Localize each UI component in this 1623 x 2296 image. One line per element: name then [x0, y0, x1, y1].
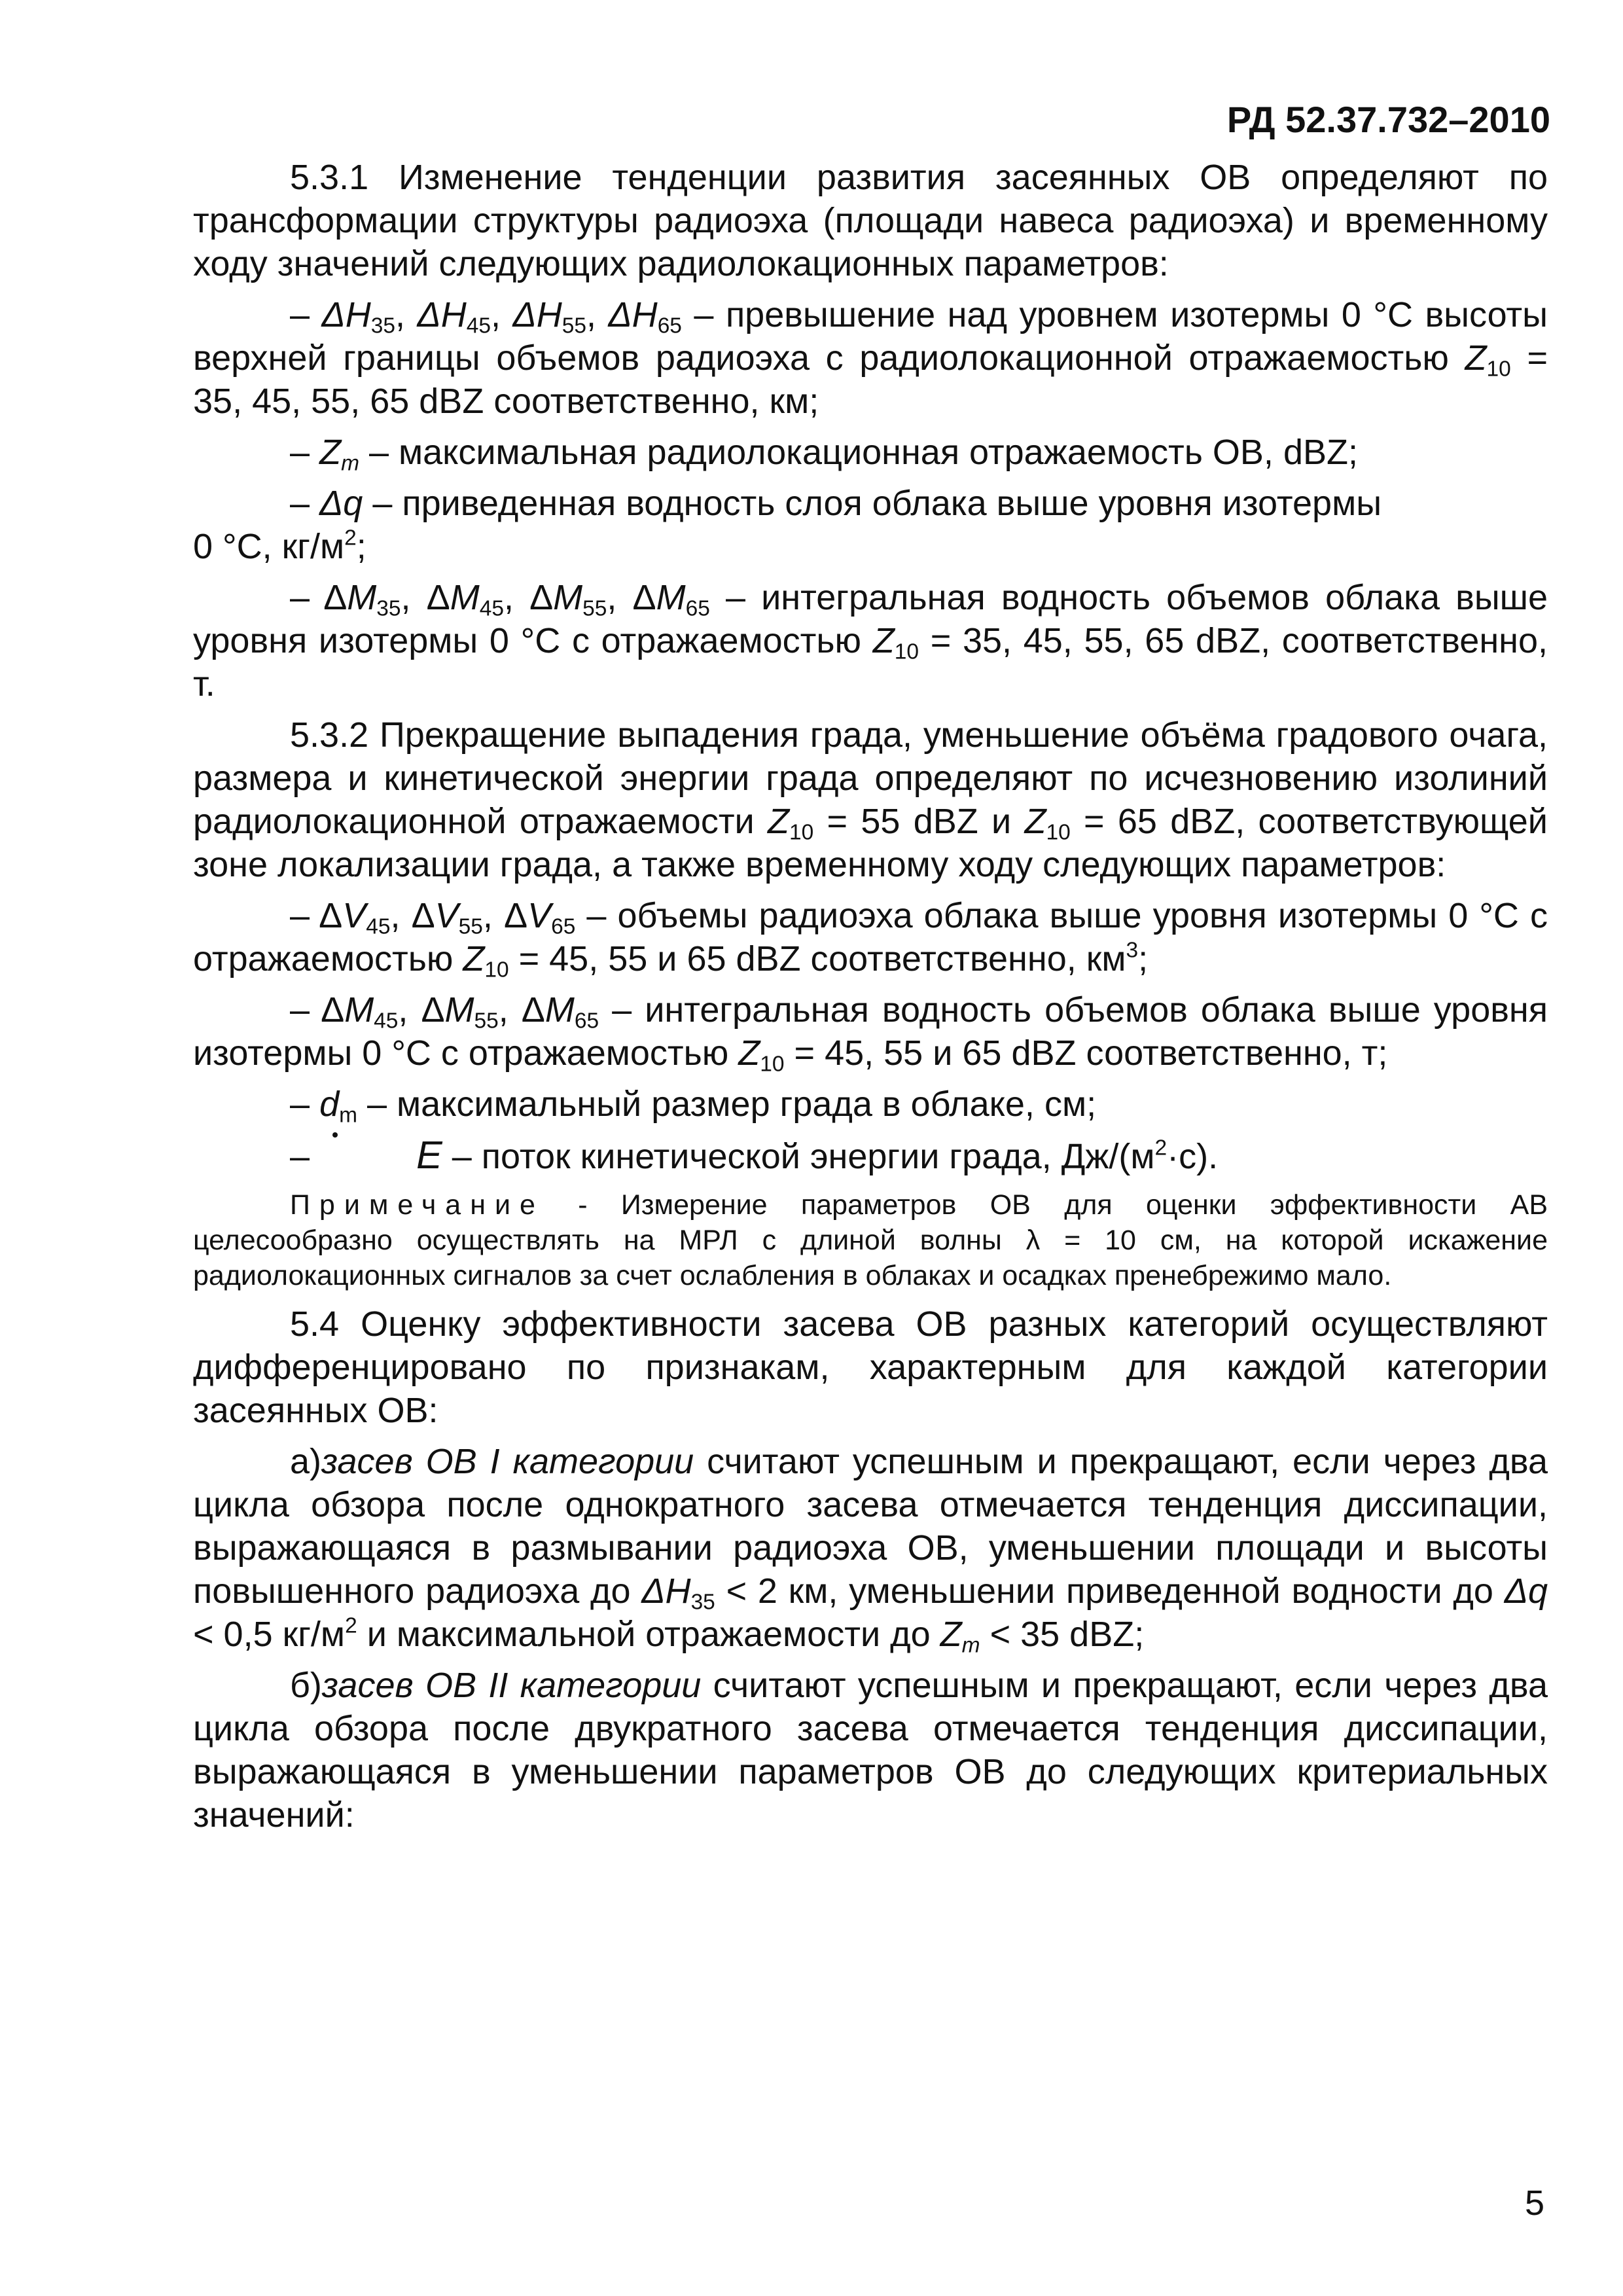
note-label: Примечание: [290, 1189, 544, 1221]
note: Примечание - Измерение параметров ОВ для оценки эффективности АВ целесообразно осуществлять на МРЛ с длиной волны λ = 10 см, на которой искажение радиолокационных сигналов за счет ослабления в облаках и осадках пренебрежимо мало.: [193, 1189, 1548, 1291]
document-body: [193, 156, 1548, 1844]
list-item-delta-m: – $\Delta M_{35}$, $\Delta M_{45}$, $\Delta M_{55}$, $\Delta M_{65}$ – интегральная водность объемов облака выше уровня изотермы 0 °С с отражаемостью $Z_{10} = 35$, 45, 55, 65 dBZ, соответственно, т.: [193, 578, 1548, 704]
list-item-energy-flux: – E – поток кинетической энергии града, $Дж/(м^2\cdot с)$.: [290, 1133, 1219, 1177]
paragraph-5-4: 5.4 Оценку эффективности засева ОВ разных категорий осуществляют дифференцировано по признакам, характерным для каждой категории засеянных ОВ:: [193, 1304, 1548, 1430]
paragraph-5-3-2: 5.3.2 Прекращение выпадения града, уменьшение объёма градового очага, размера и кинетической энергии града определяют по исчезновению изолиний радиолокационной отражаемости $Z_{10} = 55$ dBZ и $Z_{10} = 65$ dBZ, соответствующей зоне локализации града, а также временному ходу следующих параметров:: [193, 715, 1548, 884]
list-item-delta-h: – $\Delta H_{35}$, $\Delta H_{45}$, $\Delta H_{55}$, $\Delta H_{65}$ – превышение над уровнем изотермы 0 °С высоты верхней границы объемов радиоэха с радиолокационной отражаемостью $Z_{10} = 35$, 45, 55, 65 dBZ соответственно, км;: [193, 295, 1548, 421]
e-dot-symbol: E: [319, 1134, 442, 1177]
list-item-delta-m-45: – $\Delta M_{45}$, $\Delta M_{55}$, $\Delta M_{65}$ – интегральная водность объемов облака выше уровня изотермы 0 °С с отражаемостью $Z_{10} = 45$, 55 и 65 dBZ соответственно, т;: [193, 990, 1548, 1077]
page-number: 5: [1524, 2183, 1544, 2223]
document-code: РД 52.37.732–2010: [1226, 99, 1550, 140]
list-item-delta-v: – $\Delta V_{45}$, $\Delta V_{55}$, $\Delta V_{65}$ – объемы радиоэха облака выше уровня изотермы 0 °С с отражаемостью $Z_{10} = 45$, 55 и 65 dBZ соответственно, $км^3$;: [193, 896, 1548, 982]
paragraph-category-2: б)засев ОВ II категории считают успешным и прекращают, если через два цикла обзора после двукратного засева отмечается тенденция диссипации, выражающаяся в уменьшении параметров ОВ до следующих критериальных значений:: [193, 1666, 1548, 1835]
list-item-zm: – $Z_m$ – максимальная радиолокационная отражаемость ОВ, dBZ;: [290, 433, 1358, 476]
paragraph-category-1: а)засев ОВ I категории считают успешным и прекращают, если через два цикла обзора после однократного засева отмечается тенденция диссипации, выражающаяся в размывании радиоэха ОВ, уменьшении площади и высоты повышенного радиоэха до $\Delta H_{35} < 2$ км, уменьшении приведенной водности до Δq < 0,5 $кг/м^2$ и максимальной отражаемости до $Z_m < 35$ dBZ;: [193, 1442, 1548, 1658]
list-item-dm: – $d_m$ – максимальный размер града в облаке, см;: [290, 1085, 1097, 1128]
paragraph-5-3-1: 5.3.1 Изменение тенденции развития засеянных ОВ определяют по трансформации структуры радиоэха (площади навеса радиоэха) и временному ходу значений следующих радиолокационных параметров:: [193, 158, 1548, 283]
list-item-delta-q: – Δq – приведенная водность слоя облака выше уровня изотермы 0 °С, $кг/м^2$;: [193, 484, 1382, 566]
